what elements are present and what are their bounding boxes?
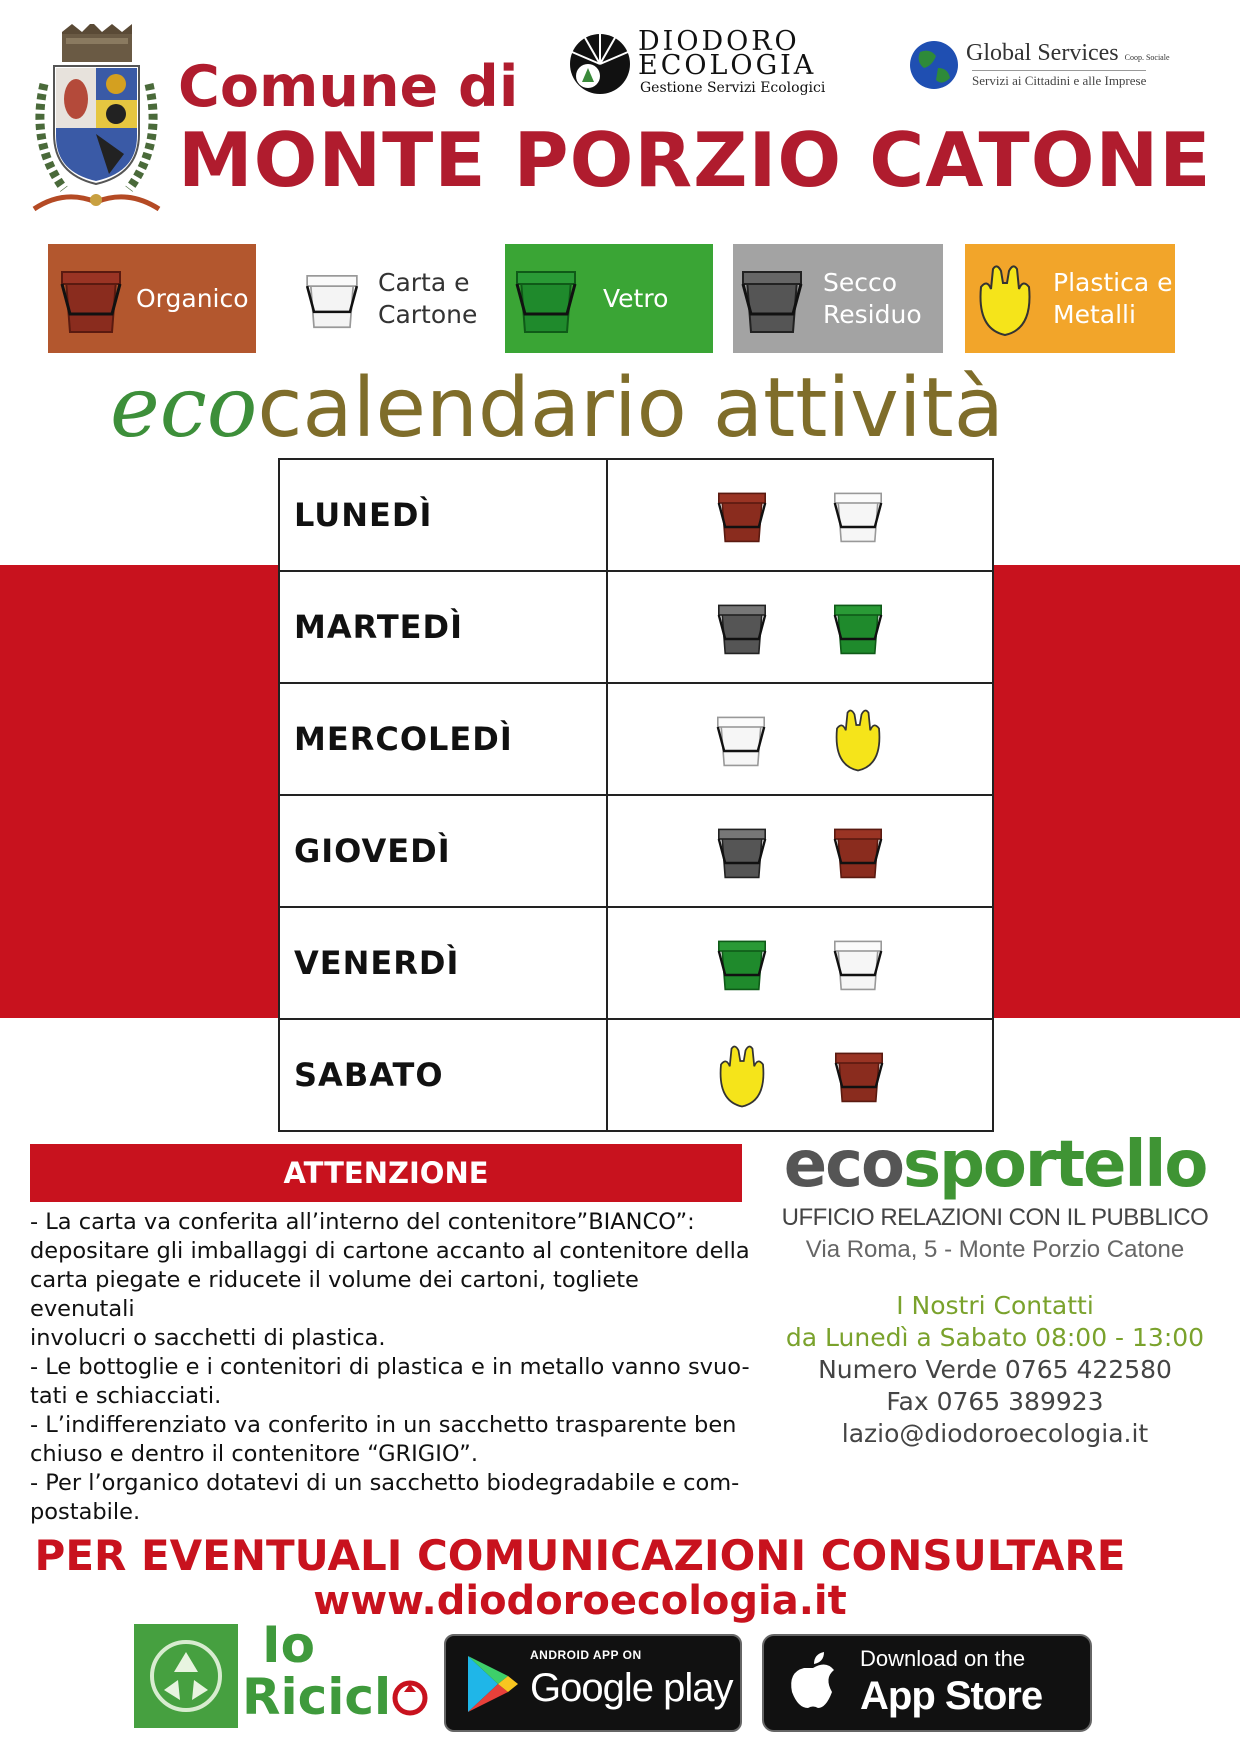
bin-icon-pair (608, 594, 992, 660)
vetro-bin-icon (830, 594, 886, 660)
bin-icon-pair (608, 482, 992, 548)
io-ricicl-recycle-badge (134, 1624, 238, 1728)
schedule-bins (607, 1019, 993, 1131)
attenzione-line: - Per l’organico dotatevi di un sacchetto biodegradabile e com- (30, 1470, 740, 1496)
bin-icon-pair (608, 1040, 992, 1110)
coat-of-arms-icon (24, 24, 169, 224)
schedule-bins (607, 571, 993, 683)
google-play-icon (464, 1654, 520, 1714)
category-label: Vetro (603, 283, 669, 313)
organico-bin-icon (831, 1042, 887, 1108)
app-store-top-text: Download on the (860, 1646, 1026, 1671)
category-plastica (965, 244, 1175, 353)
organico-bin-icon (830, 818, 886, 884)
calendario-attivita-words: calendario attività (257, 361, 1004, 456)
schedule-row (279, 1019, 993, 1131)
attenzione-line: - La carta va conferita all’interno del contenitore”BIANCO”: (30, 1209, 695, 1235)
schedule-row (279, 571, 993, 683)
vetro-bin-icon (714, 930, 770, 996)
contacts-numero-verde: Numero Verde 0765 422580 (818, 1355, 1172, 1384)
attenzione-line: depositare gli imballaggi di cartone accanto al contenitore della (30, 1238, 750, 1264)
attenzione-line: chiuso e dentro il contenitore “GRIGIO”. (30, 1441, 478, 1467)
attenzione-line: carta piegate e riducete il volume dei cartoni, togliete evenutali (30, 1267, 639, 1322)
io-ricicl-word-ricicl: Ricicl (242, 1668, 392, 1726)
global-services-subtitle: Servizi ai Cittadini e alle Imprese (972, 70, 1146, 89)
contacts-fax: Fax 0765 389923 (886, 1387, 1104, 1416)
diodoro-ecologia-logo (568, 26, 868, 100)
google-play-badge[interactable] (444, 1634, 742, 1732)
attenzione-text (30, 1208, 750, 1527)
diodoro-name-line2: ECOLOGIA (638, 50, 817, 81)
schedule-day: SABATO (279, 1019, 607, 1131)
contacts-hours: da Lunedì a Sabato 08:00 - 13:00 (785, 1323, 1205, 1352)
attenzione-line: involucri o sacchetti di plastica. (30, 1325, 386, 1351)
plastica-bag-icon (713, 1040, 771, 1110)
google-play-main-text: Google play (530, 1666, 733, 1710)
category-label: Plastica e (1053, 267, 1173, 297)
global-services-name: Global Services Coop. Sociale (966, 40, 1170, 66)
schedule-day: GIOVEDÌ (279, 795, 607, 907)
secco-bin-icon (714, 818, 770, 884)
global-services-tag: Coop. Sociale (1124, 53, 1170, 62)
comune-title-line2: MONTE PORZIO CATONE (178, 116, 1212, 204)
attenzione-line: - L’indifferenziato va conferito in un sacchetto trasparente ben (30, 1412, 737, 1438)
category-secco (733, 244, 943, 353)
category-label: Secco (823, 267, 898, 297)
plastica-bag-icon (973, 259, 1037, 339)
contacts-block (770, 1290, 1220, 1450)
weekly-schedule-table (278, 458, 994, 1132)
schedule-bins (607, 683, 993, 795)
schedule-day: MERCOLEDÌ (279, 683, 607, 795)
organico-bin-icon (714, 482, 770, 548)
bin-icon-pair (608, 818, 992, 884)
schedule-day: MARTEDÌ (279, 571, 607, 683)
schedule-bins (607, 907, 993, 1019)
eco-word: eco (110, 358, 258, 456)
global-services-logo (906, 36, 1196, 96)
app-store-main-text: App Store (860, 1674, 1043, 1718)
carta-bin-icon (302, 262, 362, 336)
attenzione-line: postabile. (30, 1499, 141, 1525)
recycle-icon (134, 1624, 238, 1728)
category-carta (296, 244, 496, 353)
schedule-row (279, 683, 993, 795)
diodoro-name-line1: DIODORO (638, 26, 800, 57)
google-play-top-text: ANDROID APP ON (530, 1648, 642, 1662)
category-label: Carta e (378, 267, 470, 297)
app-store-badge[interactable] (762, 1634, 1092, 1732)
diodoro-sun-icon (568, 32, 632, 96)
footer-website-link[interactable]: www.diodoroecologia.it (313, 1578, 847, 1624)
category-organico (48, 244, 256, 353)
category-vetro (505, 244, 713, 353)
io-ricicl-word-io: Io (262, 1616, 315, 1674)
eco-calendar-title (110, 358, 1004, 456)
carta-bin-icon (830, 930, 886, 996)
attenzione-heading: ATTENZIONE (30, 1144, 742, 1202)
attenzione-line: tati e schiacciati. (30, 1383, 222, 1409)
secco-bin-icon (737, 262, 807, 336)
organico-bin-icon (56, 262, 126, 336)
schedule-row (279, 459, 993, 571)
ecosportello-office: UFFICIO RELAZIONI CON IL PUBBLICO (781, 1204, 1209, 1231)
bin-icon-pair (608, 930, 992, 996)
ecosportello-block (770, 1128, 1220, 1264)
carta-bin-icon (713, 706, 769, 772)
plastica-bag-icon (829, 704, 887, 774)
apple-icon (786, 1650, 840, 1714)
attenzione-line: - Le bottoglie e i contenitori di plastica e in metallo vanno svuo- (30, 1354, 750, 1380)
contacts-title: I Nostri Contatti (896, 1291, 1094, 1320)
globe-icon (906, 38, 962, 92)
schedule-bins (607, 795, 993, 907)
ecosportello-logo: ecosportello (783, 1128, 1207, 1202)
category-label: Metalli (1053, 299, 1136, 329)
schedule-row (279, 907, 993, 1019)
comune-title-line1: Comune di (178, 54, 519, 120)
contacts-email[interactable]: lazio@diodoroecologia.it (841, 1419, 1149, 1448)
schedule-day: VENERDÌ (279, 907, 607, 1019)
ecosportello-address: Via Roma, 5 - Monte Porzio Catone (805, 1236, 1185, 1263)
category-label: Organico (136, 283, 249, 313)
footer-consult-heading: PER EVENTUALI COMUNICAZIONI CONSULTARE (34, 1531, 1126, 1580)
category-label: Residuo (823, 299, 922, 329)
secco-bin-icon (714, 594, 770, 660)
schedule-bins (607, 459, 993, 571)
schedule-day: LUNEDÌ (279, 459, 607, 571)
schedule-row (279, 795, 993, 907)
recycle-red-icon (392, 1680, 428, 1716)
vetro-bin-icon (511, 262, 581, 336)
category-label: Cartone (378, 299, 478, 329)
diodoro-subtitle: Gestione Servizi Ecologici (640, 80, 826, 96)
carta-bin-icon (830, 482, 886, 548)
bin-icon-pair (608, 704, 992, 774)
